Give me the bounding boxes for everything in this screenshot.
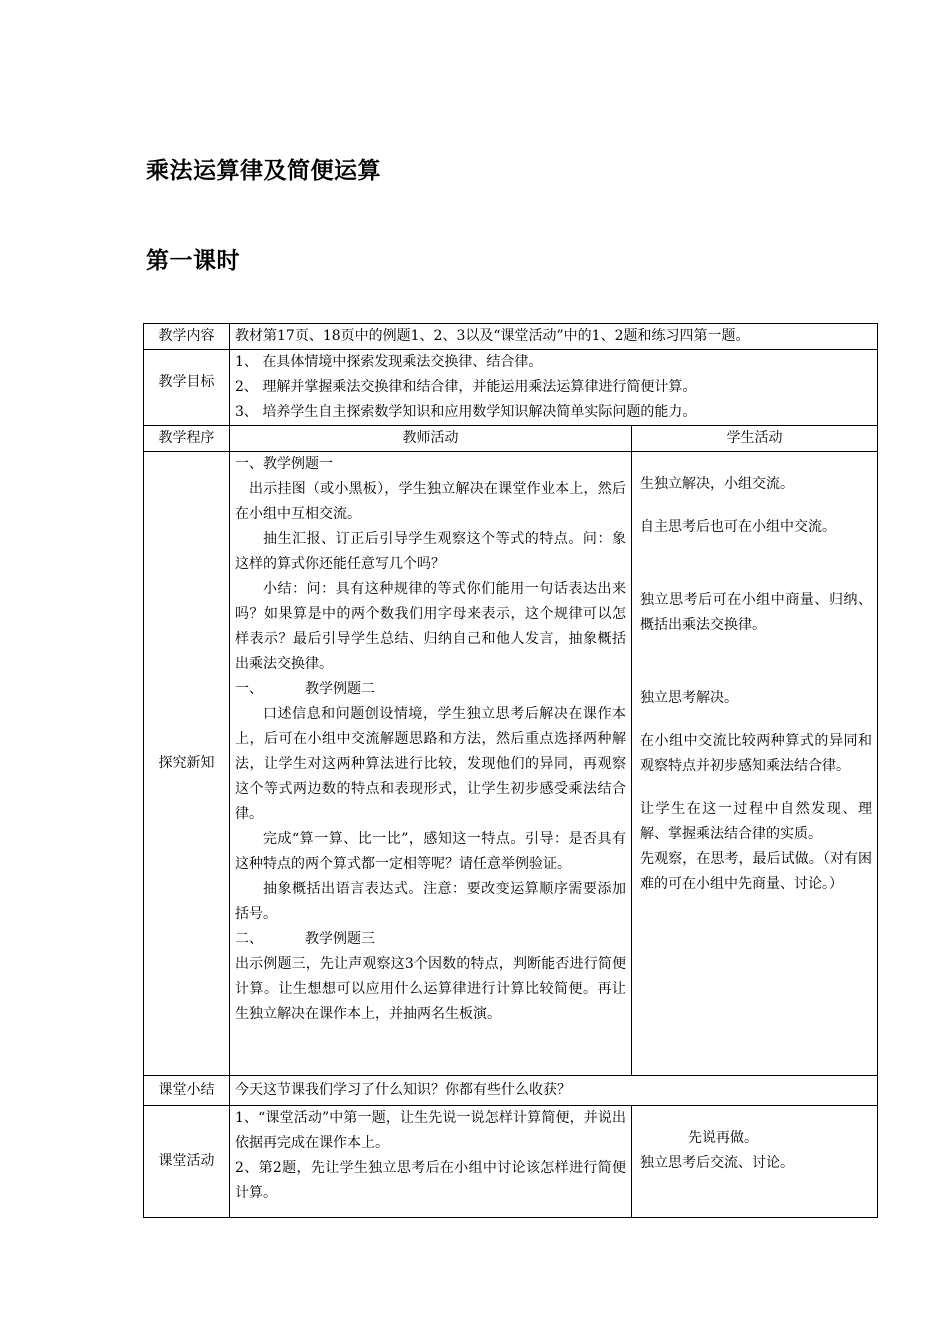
student-note-5: 在小组中交流比较两种算式的异同和观察特点并初步感知乘法结合律。 bbox=[640, 733, 873, 774]
explore-row bbox=[144, 452, 878, 1076]
lesson-heading: 第一课时 bbox=[146, 248, 240, 274]
content-text bbox=[230, 324, 878, 350]
spacer bbox=[640, 638, 872, 686]
goal-item: 1、 在具体情境中探索发现乘法交换律、结合律。 bbox=[235, 354, 543, 370]
example3-para1: 出示例题三，先让声观察这3个因数的特点，判断能否进行简便计算。让生想想可以应用什么运算律进行计算比较简便。再让生独立解决在课作本上，并抽两名生板演。 bbox=[235, 956, 626, 1022]
student-note-3: 独立思考后可在小组中商量、归纳、概括出乘法交换律。 bbox=[640, 592, 873, 633]
student-note-2: 自主思考后也可在小组中交流。 bbox=[640, 519, 836, 535]
example3-heading-line bbox=[235, 927, 626, 952]
student-note-4: 独立思考解决。 bbox=[640, 690, 738, 706]
summary-label: 课堂小结 bbox=[144, 1076, 230, 1106]
spacer bbox=[640, 711, 872, 729]
example2-para2: 完成“算一算、比一比”，感知这一特点。引导：是否具有这种特点的两个算式都一定相等呢？请任意举例验证。 bbox=[235, 831, 626, 872]
activity-row bbox=[144, 1106, 878, 1218]
procedure-header-row bbox=[144, 426, 878, 452]
example2-para3: 抽象概括出语言表达式。注意：要改变运算顺序需要添加括号。 bbox=[235, 881, 626, 922]
example1-para1: 出示挂图（或小黑板），学生独立解决在课堂作业本上，然后在小组中互相交流。 bbox=[235, 481, 626, 522]
example2-heading-line bbox=[235, 677, 626, 702]
activity-student bbox=[632, 1106, 878, 1218]
example2-number: 一、 bbox=[235, 681, 263, 697]
spacer bbox=[640, 497, 872, 515]
activity-teacher bbox=[230, 1106, 632, 1218]
student-note-6: 让学生在这一过程中自然发现、理解、掌握乘法结合律的实质。 bbox=[640, 801, 873, 842]
procedure-label: 教学程序 bbox=[144, 426, 230, 452]
example1-para2: 抽生汇报、订正后引导学生观察这个等式的特点。问：象这样的算式你还能任意写几个吗？ bbox=[235, 531, 626, 572]
summary-row bbox=[144, 1076, 878, 1106]
activity-student-note: 独立思考后交流、讨论。 bbox=[640, 1155, 794, 1171]
example3-number: 二、 bbox=[235, 931, 263, 947]
student-header: 学生活动 bbox=[632, 426, 878, 452]
example1-heading: 一、教学例题一 bbox=[235, 456, 333, 472]
example1-para3: 小结：问：具有这种规律的等式你们能用一句话表达出来吗？如果算是中的两个数我们用字母来表示，这个规律可以怎样表示？最后引导学生总结、归纳自己和他人发言，抽象概括出乘法交换律。 bbox=[235, 581, 626, 672]
summary-text: 今天这节课我们学习了什么知识？你都有些什么收获？ bbox=[230, 1076, 878, 1106]
content-row bbox=[144, 324, 878, 350]
content-value: 教材第17页、18页中的例题1、2、3以及“课堂活动”中的1、2题和练习四第一题。 bbox=[235, 328, 750, 344]
activity-item: 1、“课堂活动”中第一题，让生先说一说怎样计算简便，并说出依据再完成在课作本上。 bbox=[235, 1110, 626, 1151]
goal-item: 3、 培养学生自主探索数学知识和应用数学知识解决简单实际问题的能力。 bbox=[235, 404, 697, 420]
goals-cell bbox=[230, 350, 878, 426]
teacher-activities bbox=[230, 452, 632, 1076]
spacer bbox=[640, 779, 872, 797]
goals-label: 教学目标 bbox=[144, 350, 230, 426]
content-label: 教学内容 bbox=[144, 324, 230, 350]
spacer bbox=[640, 540, 872, 588]
goal-item: 2、 理解并掌握乘法交换律和结合律，并能运用乘法运算律进行简便计算。 bbox=[235, 379, 697, 395]
lesson-plan-table bbox=[143, 323, 878, 1218]
activity-label: 课堂活动 bbox=[144, 1106, 230, 1218]
example3-heading: 教学例题三 bbox=[305, 931, 375, 947]
document-title: 乘法运算律及简便运算 bbox=[146, 158, 381, 184]
goals-row bbox=[144, 350, 878, 426]
student-activities bbox=[632, 452, 878, 1076]
explore-label: 探究新知 bbox=[144, 452, 230, 1076]
student-note-7: 先观察，在思考，最后试做。（对有困难的可在小组中先商量、讨论。） bbox=[640, 851, 873, 892]
example2-heading: 教学例题二 bbox=[305, 681, 375, 697]
example2-para1: 口述信息和问题创设情境，学生独立思考后解决在课作本上，后可在小组中交流解题思路和方法，然后重点选择两种解法，让学生对这两种算法进行比较，发现他们的异同，再观察这个等式两边数的特点和表现形式，让学生初步感受乘法结合律。 bbox=[235, 706, 626, 822]
activity-student-note: 先说再做。 bbox=[688, 1130, 758, 1146]
teacher-header: 教师活动 bbox=[230, 426, 632, 452]
student-note-1: 生独立解决，小组交流。 bbox=[640, 476, 794, 492]
activity-item: 2、第2题，先让学生独立思考后在小组中讨论该怎样进行简便计算。 bbox=[235, 1160, 626, 1201]
